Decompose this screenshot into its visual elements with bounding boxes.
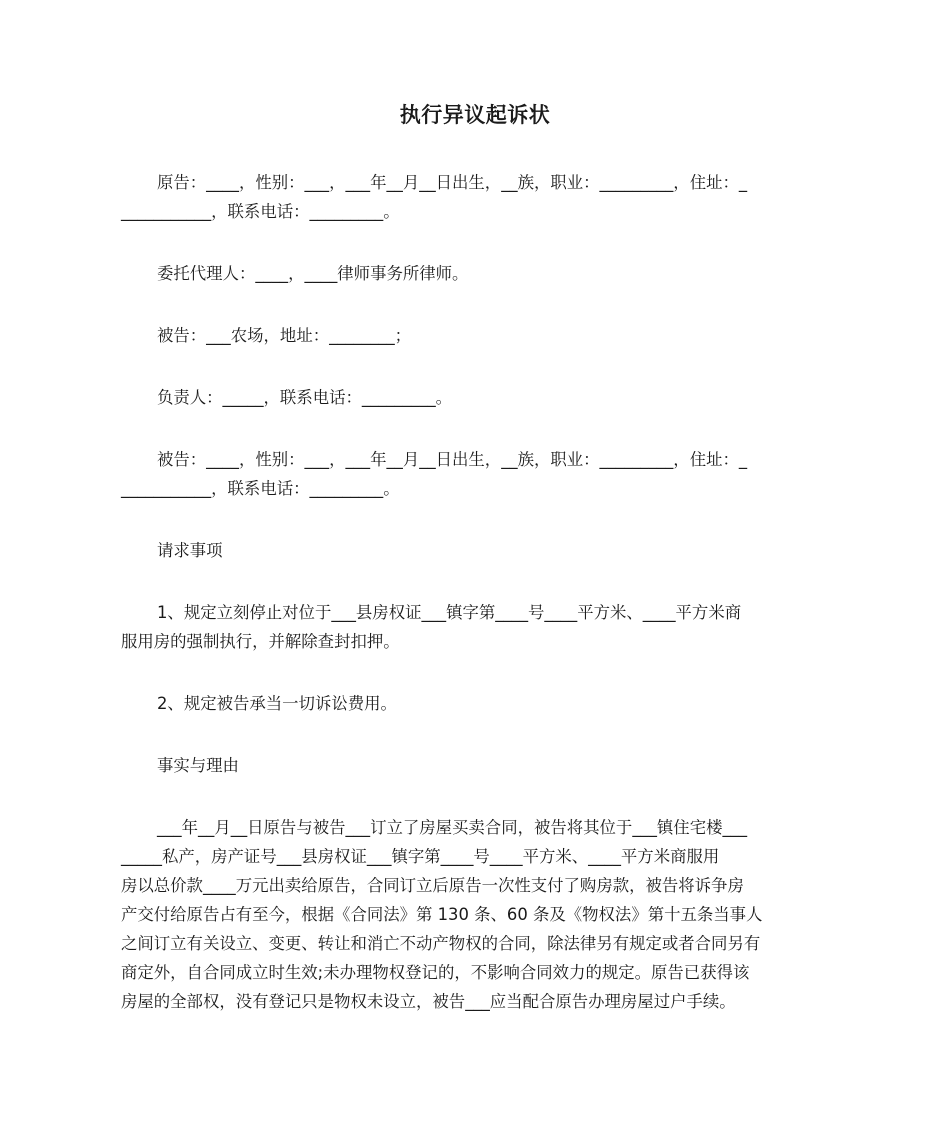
text-line: _____私产，房产证号___县房权证___镇字第____号____平方米、____平方米商服用 bbox=[121, 847, 720, 866]
text-line: ___年__月__日原告与被告___订立了房屋买卖合同，被告将其位于___镇住宅楼___ bbox=[157, 818, 748, 837]
plaintiff-paragraph bbox=[121, 168, 831, 226]
text-line: 2、规定被告承当一切诉讼费用。 bbox=[157, 694, 397, 713]
text-line: 房以总价款____万元出卖给原告，合同订立后原告一次性支付了购房款，被告将诉争房 bbox=[121, 876, 744, 895]
claim-item-1 bbox=[121, 598, 831, 656]
text-line: 之间订立有关设立、变更、转让和消亡不动产物权的合同，除法律另有规定或者合同另有 bbox=[121, 934, 761, 953]
agent-paragraph bbox=[121, 259, 831, 288]
facts-heading bbox=[121, 751, 831, 780]
facts-paragraph bbox=[121, 813, 831, 1016]
text-line: 1、规定立刻停止对位于___县房权证___镇字第____号____平方米、____平方米商 bbox=[157, 603, 742, 622]
claim-item-2 bbox=[121, 689, 831, 718]
text-line: 委托代理人：____，____律师事务所律师。 bbox=[157, 264, 469, 283]
defendant-person-paragraph bbox=[121, 445, 831, 503]
text-line: 事实与理由 bbox=[157, 756, 239, 775]
text-line: ___________，联系电话：_________。 bbox=[121, 202, 400, 221]
document-body bbox=[121, 168, 831, 1016]
text-line: 房屋的全部权，没有登记只是物权未设立，被告___应当配合原告办理房屋过户手续。 bbox=[121, 992, 736, 1011]
claims-heading bbox=[121, 536, 831, 565]
text-line: 产交付给原告占有至今，根据《合同法》第 130 条、60 条及《物权法》第十五条当事人 bbox=[121, 905, 763, 924]
text-line: 请求事项 bbox=[157, 541, 223, 560]
text-line: 服用房的强制执行，并解除查封扣押。 bbox=[121, 632, 400, 651]
text-line: ___________，联系电话：_________。 bbox=[121, 479, 400, 498]
responsible-person-paragraph bbox=[121, 383, 831, 412]
text-line: 被告：____，性别：___，___年__月__日出生，__族，职业：_________，住址：_ bbox=[157, 450, 748, 469]
text-line: 原告：____，性别：___，___年__月__日出生，__族，职业：_________，住址：_ bbox=[157, 173, 748, 192]
text-line: 商定外，自合同成立时生效;未办理物权登记的，不影响合同效力的规定。原告已获得该 bbox=[121, 963, 750, 982]
defendant-farm-paragraph bbox=[121, 321, 831, 350]
text-line: 负责人：_____，联系电话：_________。 bbox=[157, 388, 453, 407]
text-line: 被告：___农场，地址：________； bbox=[157, 326, 412, 345]
document-title: 执行异议起诉状 bbox=[399, 103, 551, 127]
